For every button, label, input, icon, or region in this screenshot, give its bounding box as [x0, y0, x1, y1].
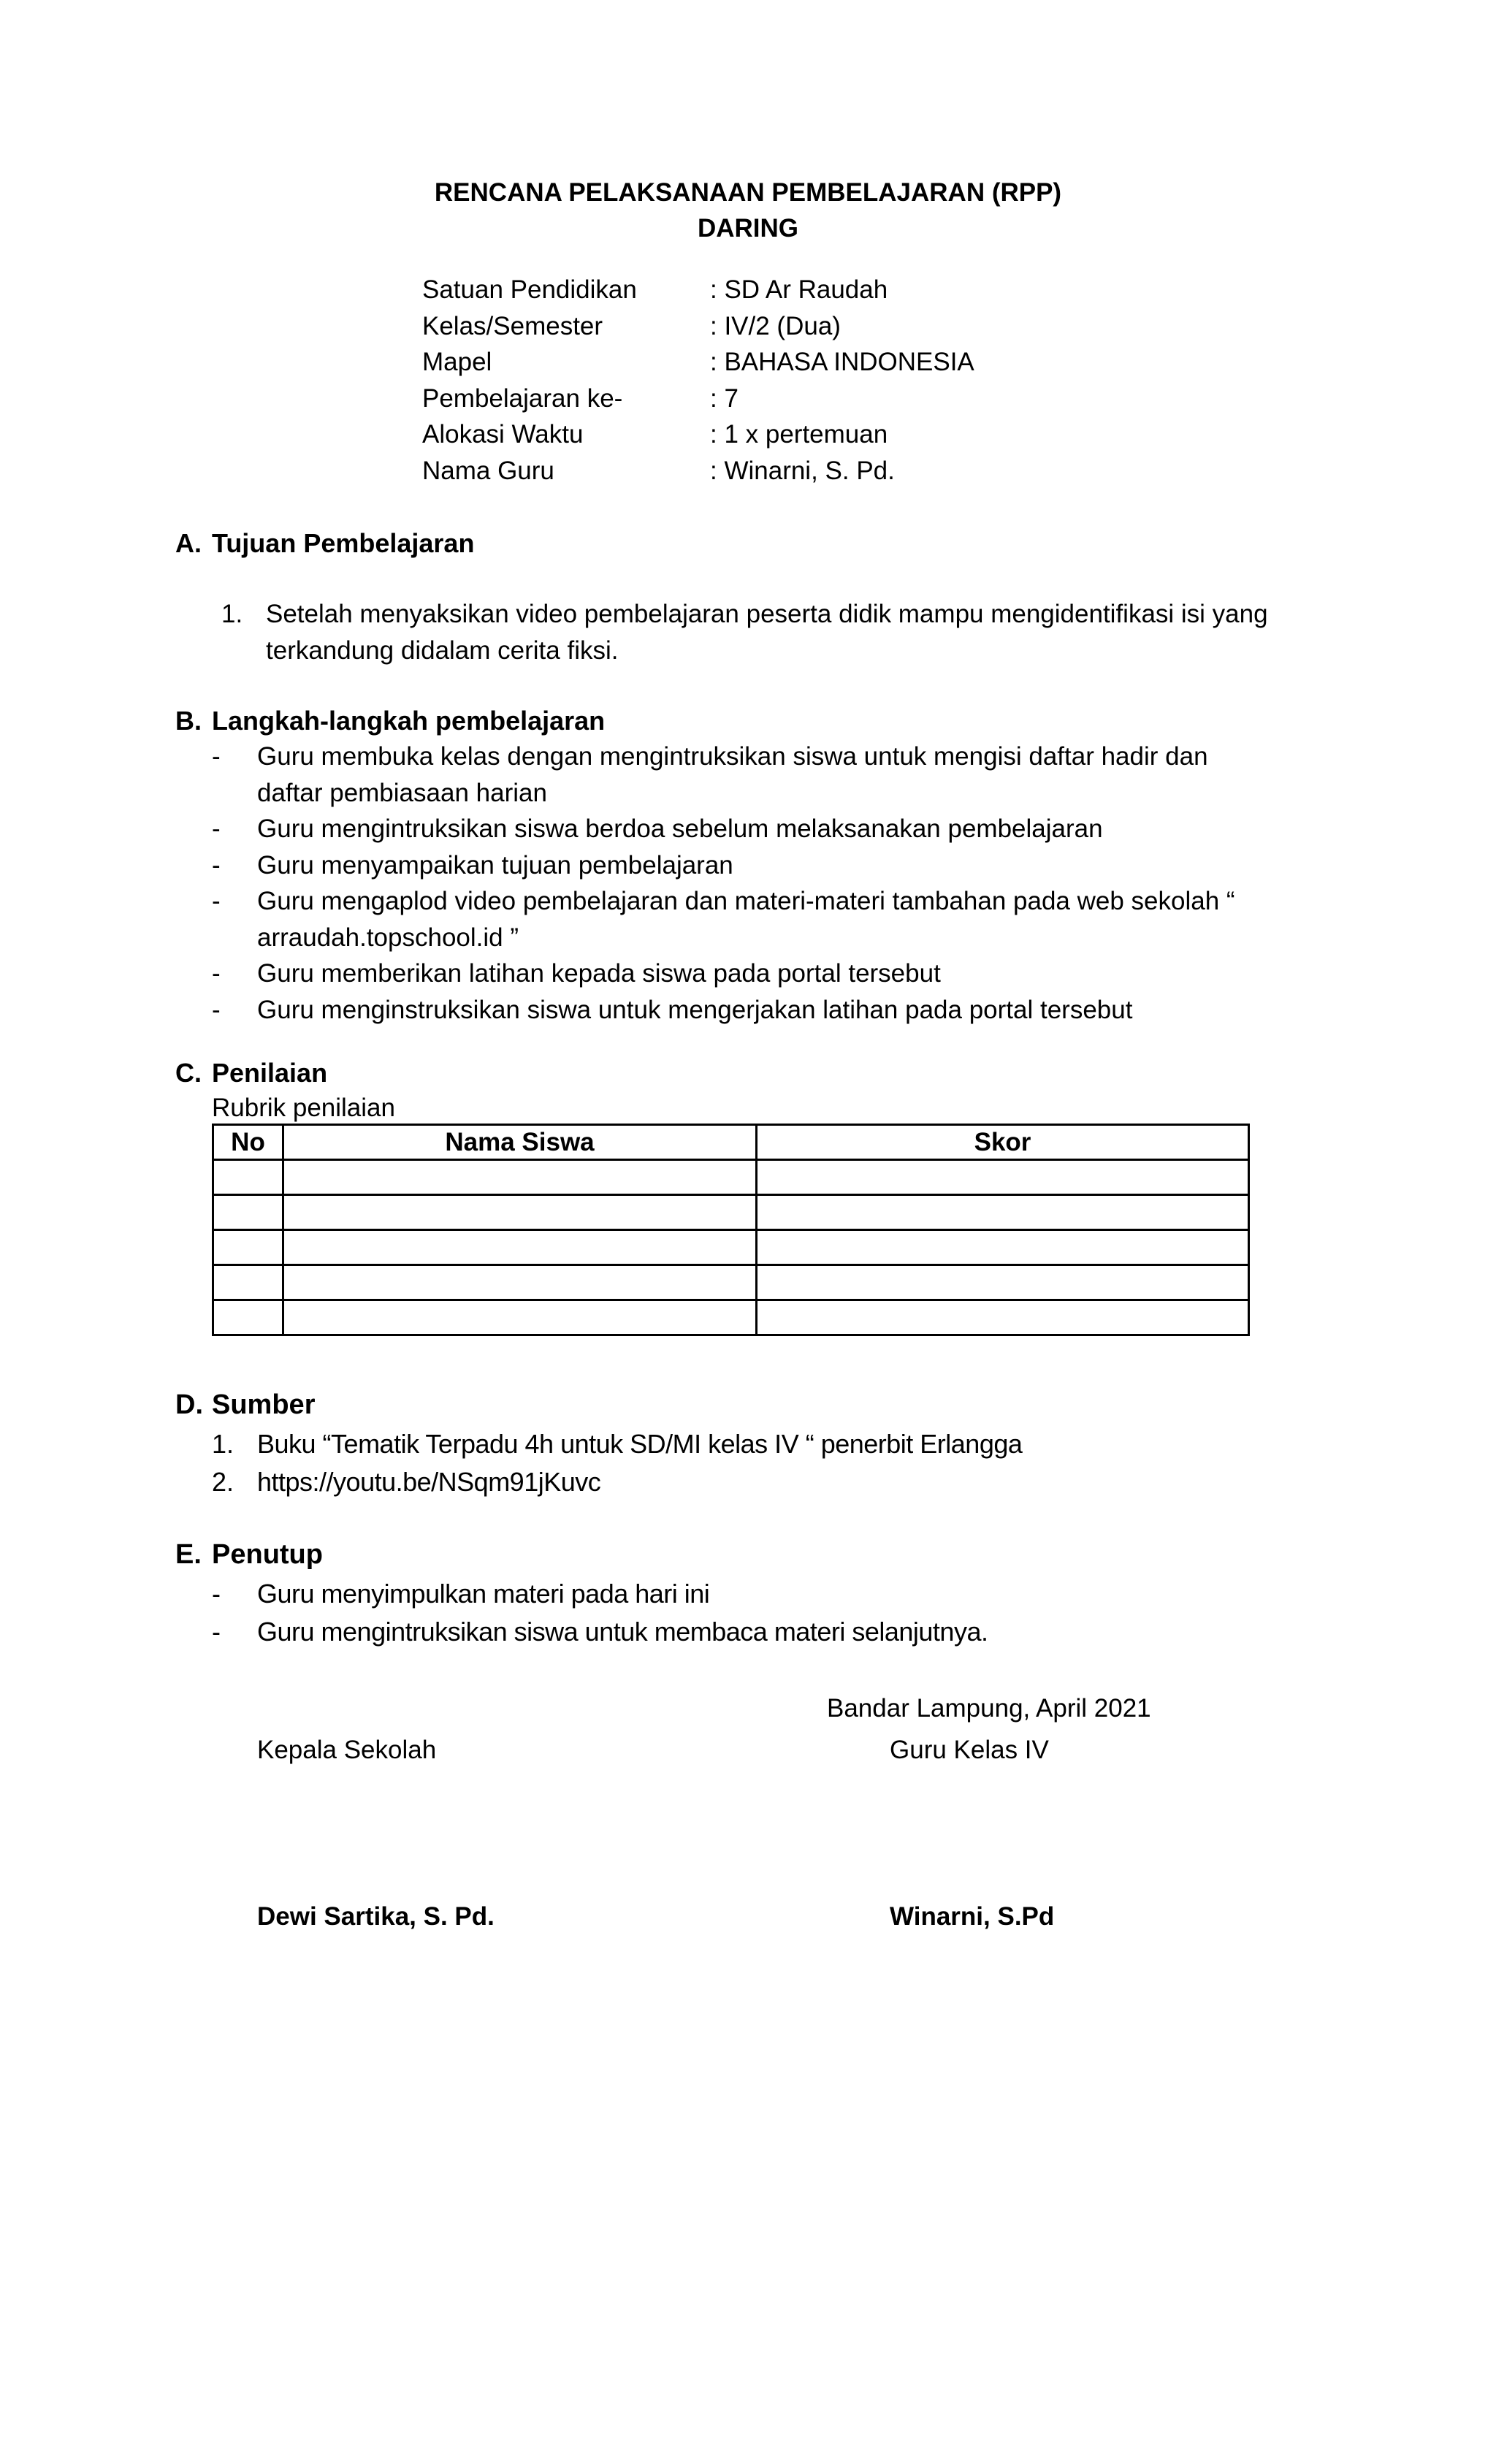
bullet-dash: -	[212, 996, 221, 1024]
section-a-heading: Tujuan Pembelajaran	[212, 528, 475, 558]
bullet-dash: -	[212, 1579, 221, 1609]
principal-title: Kepala Sekolah	[257, 1736, 437, 1764]
section-e-heading: Penutup	[212, 1539, 323, 1570]
table-cell	[757, 1160, 1249, 1195]
closing-line: Guru mengintruksikan siswa untuk membaca materi selanjutnya.	[257, 1617, 988, 1647]
bullet-dash: -	[212, 742, 221, 771]
step-line: Guru memberikan latihan kepada siswa pada portal tersebut	[257, 959, 941, 988]
bullet-dash: -	[212, 815, 221, 843]
table-cell	[757, 1265, 1249, 1300]
table-cell	[283, 1195, 757, 1230]
table-row	[213, 1160, 1249, 1195]
document-title: RENCANA PELAKSANAAN PEMBELAJARAN (RPP)	[434, 178, 1062, 207]
bullet-dash: -	[212, 887, 221, 915]
objective-line: Setelah menyaksikan video pembelajaran peserta didik mampu mengidentifikasi isi yang	[266, 600, 1268, 628]
table-cell	[757, 1195, 1249, 1230]
table-cell	[283, 1160, 757, 1195]
teacher-name: Winarni, S.Pd	[890, 1902, 1055, 1931]
table-cell	[283, 1265, 757, 1300]
bullet-dash: -	[212, 959, 221, 988]
table-cell	[283, 1230, 757, 1265]
column-header-skor: Skor	[757, 1125, 1249, 1160]
table-cell	[213, 1160, 283, 1195]
table-row	[213, 1300, 1249, 1335]
section-b-heading: Langkah-langkah pembelajaran	[212, 706, 606, 736]
step-line: Guru menginstruksikan siswa untuk mengerjakan latihan pada portal tersebut	[257, 996, 1133, 1024]
principal-name: Dewi Sartika, S. Pd.	[257, 1902, 495, 1931]
identity-label: Nama Guru	[422, 457, 554, 485]
table-cell	[757, 1300, 1249, 1335]
step-line: Guru mengintruksikan siswa berdoa sebelum melaksanakan pembelajaran	[257, 815, 1103, 843]
identity-value: : SD Ar Raudah	[710, 275, 888, 304]
identity-label: Satuan Pendidikan	[422, 275, 637, 304]
section-d-letter: D.	[175, 1389, 203, 1420]
teacher-title: Guru Kelas IV	[890, 1736, 1049, 1764]
table-header-row	[213, 1125, 1249, 1160]
rubric-caption: Rubrik penilaian	[212, 1094, 395, 1122]
identity-value: : 7	[710, 384, 739, 413]
objective-line: terkandung didalam cerita fiksi.	[266, 636, 619, 665]
source-link: https://youtu.be/NSqm91jKuvc	[257, 1467, 601, 1497]
section-a-letter: A.	[175, 528, 202, 558]
bullet-dash: -	[212, 851, 221, 880]
section-c-heading: Penilaian	[212, 1058, 328, 1088]
step-line: Guru mengaplod video pembelajaran dan materi-materi tambahan pada web sekolah “	[257, 887, 1235, 915]
list-number: 1.	[221, 600, 243, 628]
identity-value: : 1 x pertemuan	[710, 420, 888, 449]
identity-value: : IV/2 (Dua)	[710, 312, 841, 340]
section-b-letter: B.	[175, 706, 202, 736]
identity-label: Pembelajaran ke-	[422, 384, 623, 413]
bullet-dash: -	[212, 1617, 221, 1647]
column-header-nama-siswa: Nama Siswa	[283, 1125, 757, 1160]
closing-line: Guru menyimpulkan materi pada hari ini	[257, 1579, 710, 1609]
identity-value: : BAHASA INDONESIA	[710, 348, 974, 376]
identity-label: Mapel	[422, 348, 492, 376]
rubric-table	[212, 1124, 1250, 1336]
step-line: daftar pembiasaan harian	[257, 779, 547, 807]
step-line: Guru menyampaikan tujuan pembelajaran	[257, 851, 733, 880]
identity-label: Kelas/Semester	[422, 312, 603, 340]
column-header-no: No	[213, 1125, 283, 1160]
table-row	[213, 1265, 1249, 1300]
table-cell	[213, 1230, 283, 1265]
section-e-letter: E.	[175, 1539, 202, 1570]
identity-value: : Winarni, S. Pd.	[710, 457, 895, 485]
section-c-letter: C.	[175, 1058, 202, 1088]
table-cell	[213, 1265, 283, 1300]
table-row	[213, 1195, 1249, 1230]
place-date: Bandar Lampung, April 2021	[827, 1694, 1151, 1723]
step-line: arraudah.topschool.id ”	[257, 923, 519, 952]
table-cell	[757, 1230, 1249, 1265]
table-cell	[283, 1300, 757, 1335]
step-line: Guru membuka kelas dengan mengintruksikan siswa untuk mengisi daftar hadir dan	[257, 742, 1208, 771]
section-d-heading: Sumber	[212, 1389, 316, 1420]
table-row	[213, 1230, 1249, 1265]
identity-label: Alokasi Waktu	[422, 420, 584, 449]
source-number: 1.	[212, 1429, 234, 1459]
table-cell	[213, 1300, 283, 1335]
source-item: Buku “Tematik Terpadu 4h untuk SD/MI kelas IV “ penerbit Erlangga	[257, 1429, 1023, 1459]
table-cell	[213, 1195, 283, 1230]
source-number: 2.	[212, 1467, 234, 1497]
document-subtitle: DARING	[697, 214, 799, 243]
